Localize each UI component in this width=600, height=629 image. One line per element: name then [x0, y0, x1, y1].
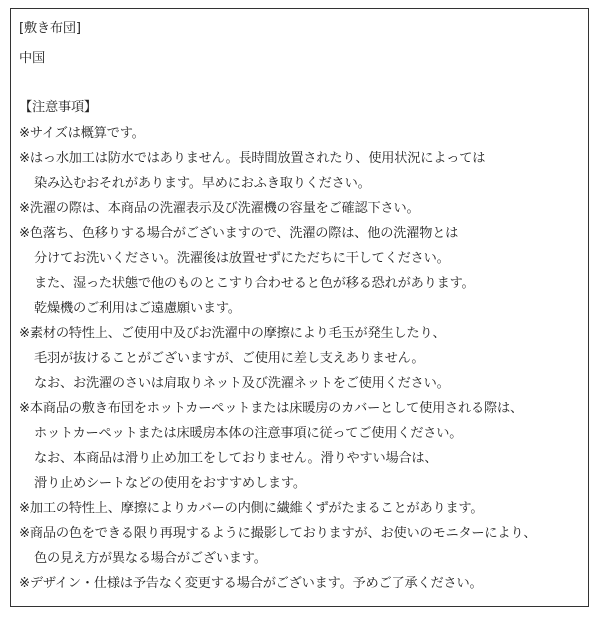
note-line-continued: なお、本商品は滑り止め加工をしておりません。滑りやすい場合は、 — [34, 451, 438, 466]
note-line: ※サイズは概算です。 — [19, 126, 145, 141]
section-heading: [敷き布団] — [19, 21, 81, 36]
note-line-continued: また、湿った状態で他のものとこすり合わせると色が移る恐れがあります。 — [34, 276, 475, 291]
note-line-continued: 分けてお洗いください。洗濯後は放置せずにただちに干してください。 — [34, 251, 450, 266]
note-line: ※加工の特性上、摩擦によりカバーの内側に繊維くずがたまることがあります。 — [19, 501, 484, 516]
origin-country: 中国 — [19, 51, 45, 66]
note-line-continued: 毛羽が抜けることがございますが、ご使用に差し支えありません。 — [34, 351, 425, 366]
note-line: ※はっ水加工は防水ではありません。長時間放置されたり、使用状況によっては — [19, 151, 486, 166]
note-line: ※本商品の敷き布団をホットカーペットまたは床暖房のカバーとして使用される際は、 — [19, 401, 523, 416]
note-line-continued: 乾燥機のご利用はご遠慮願います。 — [34, 301, 241, 316]
note-line: ※素材の特性上、ご使用中及びお洗濯中の摩擦により毛玉が発生したり、 — [19, 326, 446, 341]
note-line-continued: 滑り止めシートなどの使用をおすすめします。 — [34, 476, 306, 491]
note-line: ※洗濯の際は、本商品の洗濯表示及び洗濯機の容量をご確認下さい。 — [19, 201, 420, 216]
notes-heading: 【注意事項】 — [19, 100, 97, 115]
note-line: ※デザイン・仕様は予告なく変更する場合がございます。予めご了承ください。 — [19, 576, 483, 591]
note-line-continued: 色の見え方が異なる場合がございます。 — [34, 551, 267, 566]
note-line-continued: なお、お洗濯のさいは肩取りネット及び洗濯ネットをご使用ください。 — [34, 376, 450, 391]
note-line: ※色落ち、色移りする場合がございますので、洗濯の際は、他の洗濯物とは — [19, 226, 459, 241]
note-line-continued: ホットカーペットまたは床暖房本体の注意事項に従ってご使用ください。 — [34, 426, 463, 441]
note-line-continued: 染み込むおそれがあります。早めにおふき取りください。 — [34, 176, 371, 191]
note-line: ※商品の色をできる限り再現するように撮影しておりますが、お使いのモニターにより、 — [19, 526, 537, 541]
